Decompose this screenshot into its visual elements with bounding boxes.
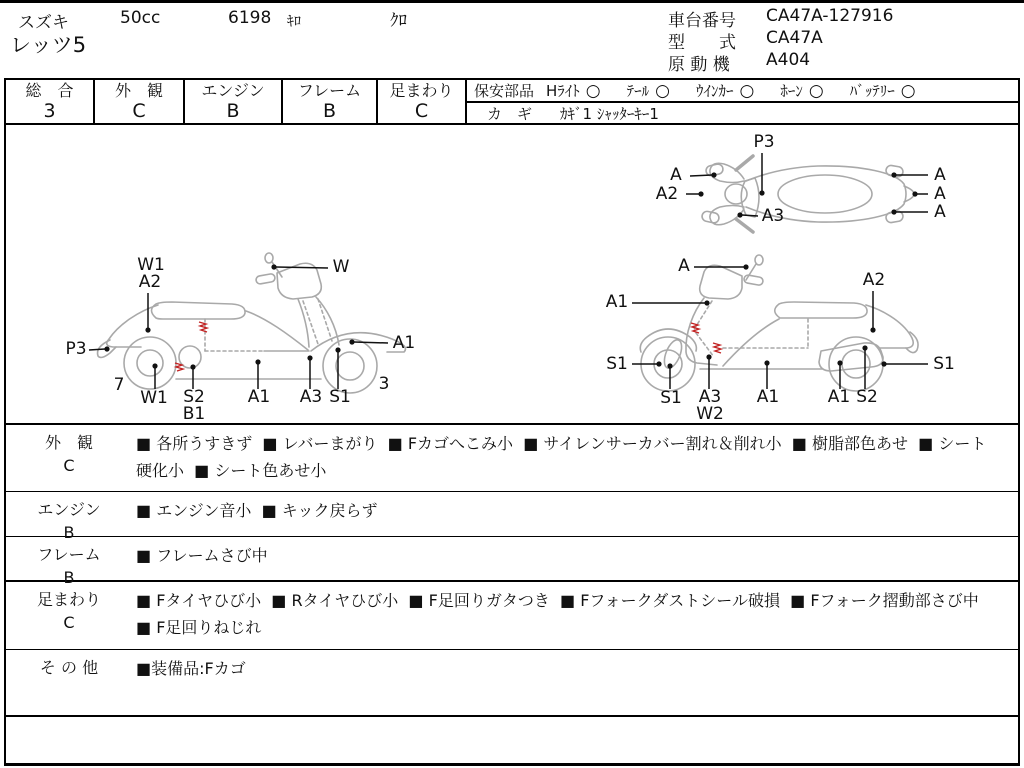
status-circle-icon: ○ — [585, 80, 601, 101]
damage-mark — [199, 322, 207, 332]
row-label: 外 観 — [44, 433, 93, 452]
damage-mark — [713, 343, 721, 353]
condition-label-undercarriage — [6, 582, 132, 649]
scooter-top-view-drawing — [701, 156, 914, 232]
damage-mark — [691, 323, 699, 333]
leftview-label-p3: P3 — [65, 339, 87, 359]
model-code-value: CA47A — [766, 28, 823, 48]
topview-label-a-rear1: A — [934, 165, 946, 185]
leader-lines — [89, 153, 928, 389]
rightview-label-a2: A2 — [862, 270, 886, 290]
safety-item-label: Hﾗｲﾄ — [546, 82, 580, 100]
rating-frame-label: フレーム — [297, 81, 362, 100]
rightview-label-w2: W2 — [696, 404, 724, 424]
rightview-label-a: A — [678, 256, 690, 276]
safety-parts-label: 保安部品 — [474, 82, 535, 100]
rating-overall-grade: 3 — [43, 100, 56, 122]
model-name: レッツ5 — [10, 33, 87, 57]
topview-label-a3: A3 — [761, 206, 785, 226]
safety-item-label: ｳｲﾝｶｰ — [696, 82, 734, 100]
rightview-label-a1-rear: A1 — [827, 387, 851, 407]
key-value: ｶｷﾞ1 ｼｬｯﾀｰｷｰ1 — [560, 104, 659, 123]
rating-exterior-label: 外 観 — [114, 81, 163, 100]
status-circle-icon: ○ — [808, 80, 824, 101]
topview-label-a-rear2: A — [934, 184, 946, 204]
engine-code-label: 原 動 機 — [668, 55, 730, 75]
row-grade: C — [63, 613, 75, 632]
condition-row-frame — [6, 537, 1018, 587]
row-grade: B — [63, 568, 75, 587]
safety-item-label: ﾃｰﾙ — [626, 82, 650, 100]
leader-dots — [104, 172, 917, 369]
rating-exterior-grade: C — [132, 100, 146, 122]
rightview-label-a1-shield: A1 — [605, 292, 629, 312]
safety-item-label: ﾎｰﾝ — [780, 82, 803, 100]
mileage-unit: ｷﾛ — [287, 14, 301, 30]
topview-label-a-front: A — [670, 165, 682, 185]
rating-overall-label: 総 合 — [25, 81, 74, 100]
leftview-label-a3: A3 — [299, 387, 323, 407]
condition-row-exterior — [6, 425, 1018, 492]
condition-label-exterior — [6, 425, 132, 491]
leftview-label-w: W — [332, 257, 350, 277]
model-code-label: 型 式 — [668, 33, 736, 53]
displacement: 50cc — [120, 8, 161, 28]
status-circle-icon: ○ — [739, 80, 755, 101]
maker-name: スズキ — [18, 13, 69, 33]
rightview-label-s1-fork: S1 — [660, 388, 682, 408]
engine-code-value: A404 — [766, 50, 811, 70]
row-grade: B — [63, 523, 75, 542]
condition-items-frame: ■ フレームさび中 — [136, 546, 268, 565]
row-label: そ の 他 — [39, 658, 99, 677]
rightview-label-a1-floor: A1 — [756, 387, 780, 407]
condition-table — [4, 425, 1020, 766]
topview-label-a-rear3: A — [934, 202, 946, 222]
rating-engine-grade: B — [226, 100, 240, 122]
leftview-label-a1-fender: A1 — [392, 333, 416, 353]
row-grade: C — [63, 456, 75, 475]
rightview-label-s1-rear: S1 — [933, 354, 955, 374]
condition-label-engine — [6, 492, 132, 542]
condition-items-undercarriage: ■ Fタイヤひび小 ■ Rタイヤひび小 ■ F足回りガタつき ■ Fフォークダストシール破損 ■ Fフォーク摺動部さび中 ■ F足回りねじれ — [136, 591, 989, 637]
leftview-label-w1-body: W1 — [137, 255, 165, 275]
rightview-label-s2: S2 — [856, 387, 878, 407]
condition-row-undercarriage — [6, 582, 1018, 650]
status-circle-icon: ○ — [900, 80, 916, 101]
leftview-label-tread7: 7 — [113, 375, 125, 395]
leftview-label-tread3: 3 — [378, 374, 390, 394]
condition-label-frame — [6, 537, 132, 587]
rightview-label-s1-front: S1 — [606, 354, 628, 374]
mileage-value: 6198 — [228, 8, 272, 28]
row-label: 足まわり — [36, 590, 101, 609]
condition-row-empty — [6, 717, 1018, 761]
status-circle-icon: ○ — [655, 80, 670, 101]
condition-label-other — [6, 650, 132, 715]
leftview-label-a1-floor: A1 — [247, 387, 271, 407]
condition-row-other — [6, 650, 1018, 717]
rating-undercarriage-label: 足まわり — [389, 81, 454, 100]
rating-engine-label: エンジン — [201, 81, 265, 100]
condition-items-exterior: ■ 各所うすきず ■ レバーまがり ■ Fカゴへこみ小 ■ サイレンサーカバー割れ＆削れ小 ■ 樹脂部色あせ ■ シート硬化小 ■ シート色あせ小 — [136, 434, 987, 480]
condition-items-engine: ■ エンジン音小 ■ キック戻らず — [136, 501, 378, 520]
condition-row-engine — [6, 492, 1018, 542]
leftview-label-s2: S2 — [183, 387, 205, 407]
safety-item-label: ﾊﾞｯﾃﾘｰ — [849, 82, 895, 100]
leftview-label-w1-wheel: W1 — [140, 388, 168, 408]
topview-label-p3: P3 — [753, 132, 775, 152]
chassis-no-label: 車台番号 — [668, 11, 736, 31]
topview-label-a2: A2 — [655, 184, 679, 204]
color-code: ｸﾛ — [390, 11, 407, 31]
row-label: フレーム — [37, 545, 101, 564]
rating-undercarriage-grade: C — [414, 100, 429, 122]
rating-frame-grade: B — [322, 100, 337, 122]
leftview-label-b1: B1 — [182, 404, 206, 424]
row-label: エンジン — [37, 500, 101, 519]
leftview-label-s1: S1 — [329, 387, 351, 407]
key-label: カ ギ — [487, 104, 533, 123]
condition-items-other: ■装備品:Fカゴ — [136, 659, 246, 678]
rightview-label-a3: A3 — [698, 387, 722, 407]
leftview-label-a2-body: A2 — [138, 272, 162, 292]
chassis-no-value: CA47A-127916 — [766, 6, 894, 26]
